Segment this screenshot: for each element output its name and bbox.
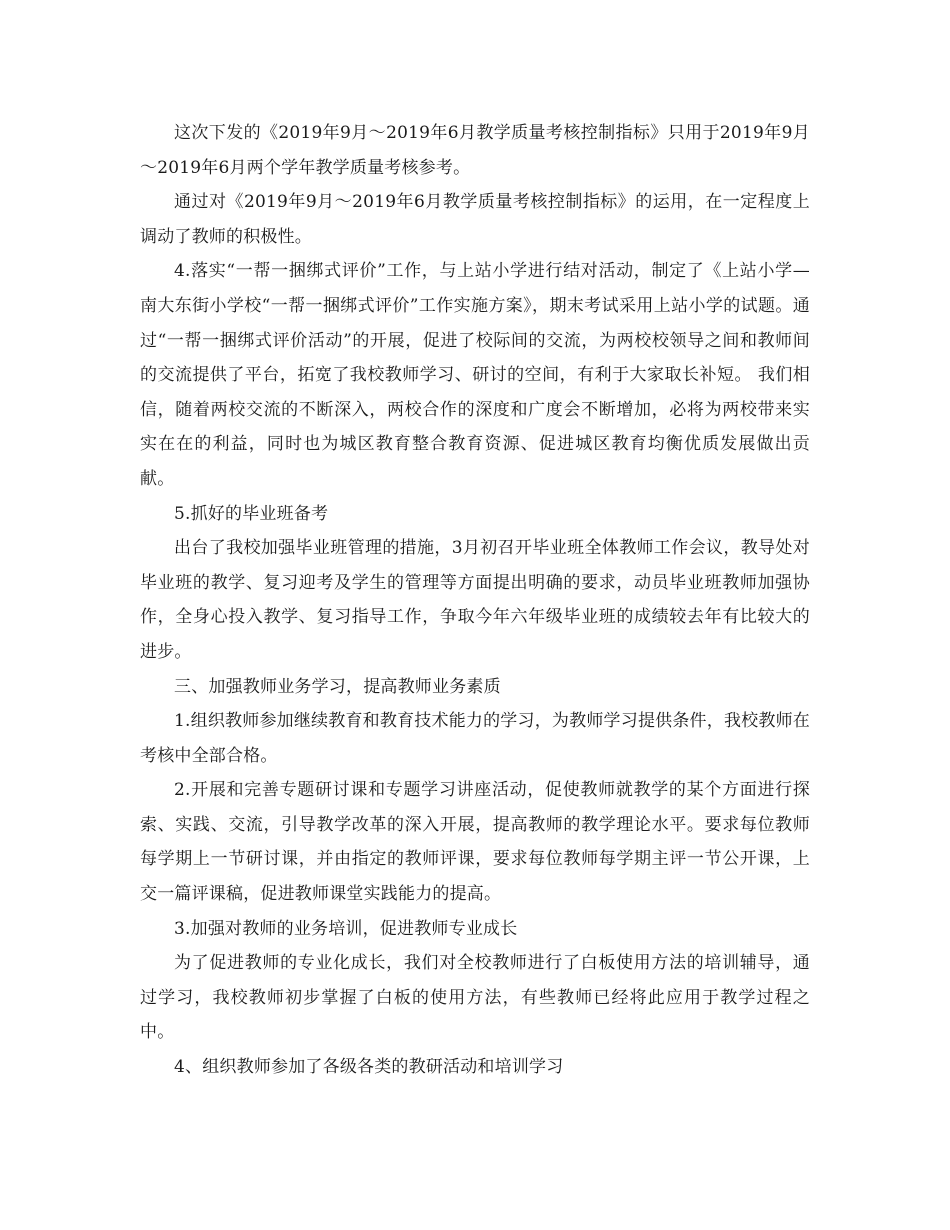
paragraph-1: 这次下发的《2019年9月～2019年6月教学质量考核控制指标》只用于2019年9月～2019年6月两个学年教学质量考核参考。	[140, 123, 810, 178]
paragraph-10: 为了促进教师的专业化成长，我们对全校教师进行了白板使用方法的培训辅导，通过学习，我校教师初步掌握了白板的使用方法，有些教师已经将此应用于教学过程之中。	[140, 953, 810, 1043]
paragraph-3: 4.落实“一帮一捆绑式评价”工作，与上站小学进行结对活动，制定了《上站小学—南大东街小学校“一帮一捆绑式评价”工作实施方案》，期末考试采用上站小学的试题。通过“一帮一捆绑式评价活动”的开展，促进了校际间的交流，为两校校领导之间和教师间的交流提供了平台，拓宽了我校教师学习、研讨的空间，有利于大家取长补短。 我们相信，随着两校交流的不断深入，两校合作的深度和广度会不断增加，必将为两校带来实实在在的利益，同时也为城区教育整合教育资源、促进城区教育均衡优质发展做出贡献。	[140, 261, 810, 489]
paragraph-2: 通过对《2019年9月～2019年6月教学质量考核控制指标》的运用，在一定程度上调动了教师的积极性。	[140, 192, 810, 247]
document-body	[140, 116, 810, 1085]
paragraph-5: 出台了我校加强毕业班管理的措施，3月初召开毕业班全体教师工作会议，教导处对毕业班的教学、复习迎考及学生的管理等方面提出明确的要求，动员毕业班教师加强协作，全身心投入教学、复习指导工作，争取今年六年级毕业班的成绩较去年有比较大的进步。	[140, 538, 810, 662]
section-heading: 三、加强教师业务学习，提高教师业务素质	[174, 676, 501, 697]
paragraph-8: 2.开展和完善专题研讨课和专题学习讲座活动，促使教师就教学的某个方面进行探索、实践、交流，引导教学改革的深入开展，提高教师的教学理论水平。要求每位教师每学期上一节研讨课，并由指定的教师评课，要求每位教师每学期主评一节公开课，上交一篇评课稿，促进教师课堂实践能力的提高。	[140, 780, 810, 905]
paragraph-9-heading: 3.加强对教师的业务培训，促进教师专业成长	[174, 918, 518, 939]
paragraph-7: 1.组织教师参加继续教育和教育技术能力的学习，为教师学习提供条件，我校教师在考核中全部合格。	[140, 711, 810, 766]
paragraph-11-heading: 4、组织教师参加了各级各类的教研活动和培训学习	[174, 1057, 564, 1078]
paragraph-4-heading: 5.抓好的毕业班备考	[174, 503, 329, 524]
